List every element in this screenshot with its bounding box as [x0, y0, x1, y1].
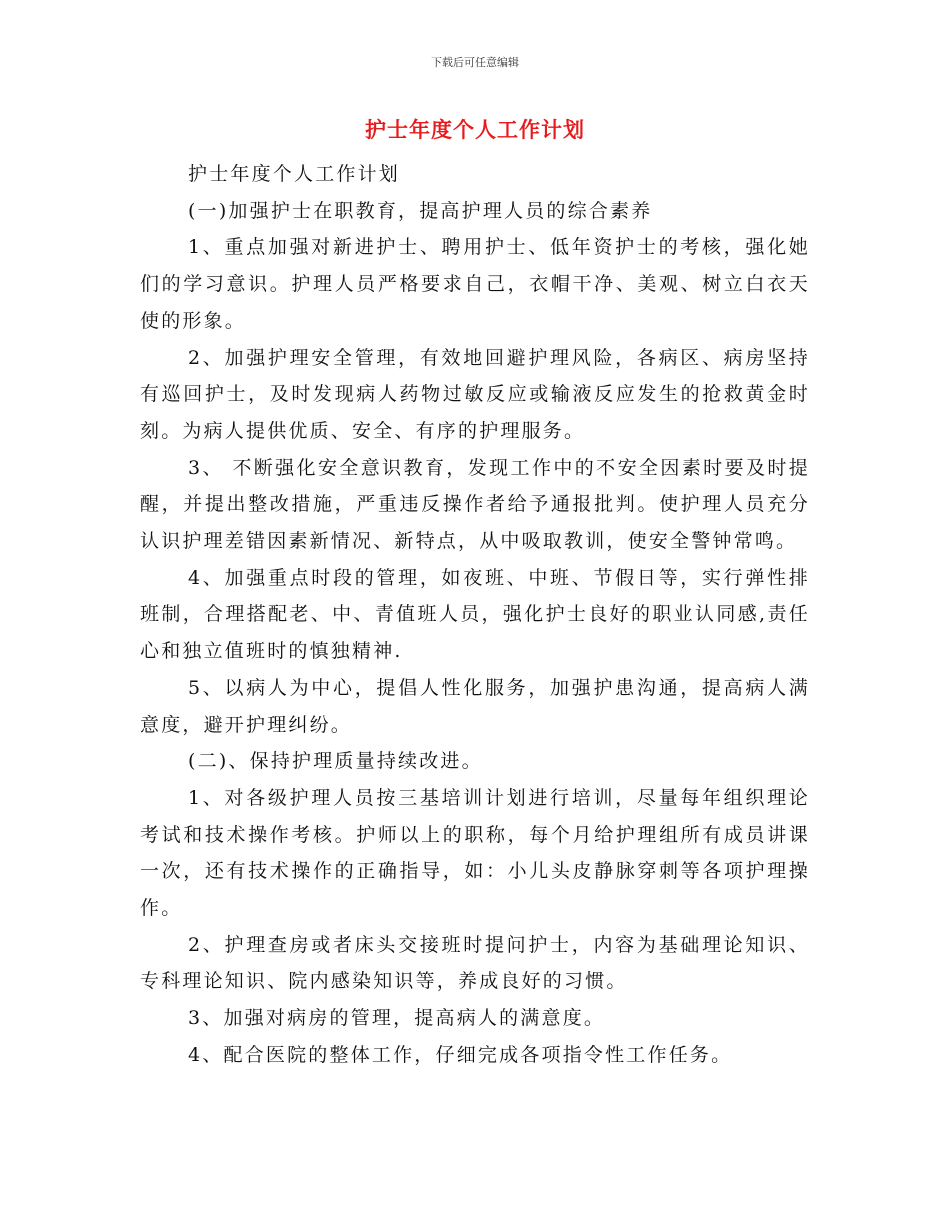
paragraph: 5、以病人为中心，提倡人性化服务，加强护患沟通，提高病人满意度，避开护理纠纷。: [140, 676, 810, 736]
paragraph: 3、 不断强化安全意识教育，发现工作中的不安全因素时要及时提醒，并提出整改措施，严重违反操作者给予通报批判。使护理人员充分认识护理差错因素新情况、新特点，从中吸取教训，使安全警钟常鸣。: [140, 456, 810, 553]
paragraph-subtitle: 护士年度个人工作计划: [188, 163, 401, 185]
paragraph: 3、加强对病房的管理，提高病人的满意度。: [188, 1007, 606, 1030]
paragraph: 1、对各级护理人员按三基培训计划进行培训，尽量每年组织理论考试和技术操作考核。护师以上的职称，每个月给护理组所有成员讲课一次，还有技术操作的正确指导，如：小儿头皮静脉穿刺等各项护理操作。: [140, 786, 810, 920]
header-note: 下载后可任意编辑: [431, 56, 519, 69]
document-title: 护士年度个人工作计划: [365, 117, 585, 142]
paragraph: 2、加强护理安全管理，有效地回避护理风险，各病区、病房坚持有巡回护士，及时发现病人药物过敏反应或输液反应发生的抢救黄金时刻。为病人提供优质、安全、有序的护理服务。: [140, 346, 810, 442]
paragraph: 2、护理查房或者床头交接班时提问护士，内容为基础理论知识、专科理论知识、院内感染知识等，养成良好的习惯。: [140, 933, 810, 993]
section-heading-2: (二)、保持护理质量持续改进。: [188, 750, 483, 773]
paragraph: 1、重点加强对新进护士、聘用护士、低年资护士的考核，强化她们的学习意识。护理人员严格要求自己，衣帽干净、美观、树立白衣天使的形象。: [140, 236, 810, 332]
paragraph: 4、加强重点时段的管理，如夜班、中班、节假日等，实行弹性排班制，合理搭配老、中、青值班人员，强化护士良好的职业认同感,责任心和独立值班时的慎独精神.: [140, 566, 810, 663]
section-heading-1: (一)加强护士在职教育，提高护理人员的综合素养: [188, 199, 653, 222]
paragraph: 4、配合医院的整体工作，仔细完成各项指令性工作任务。: [188, 1043, 733, 1066]
document-body: [140, 156, 810, 1074]
